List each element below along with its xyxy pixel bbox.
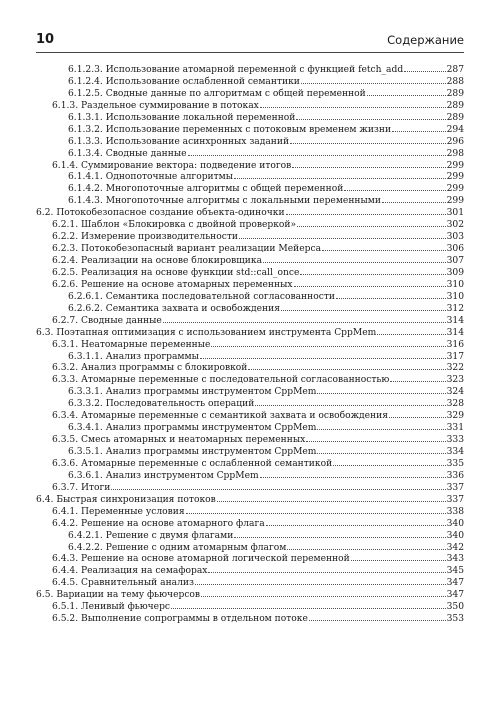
- toc-entry: [36, 410, 464, 422]
- toc-entry: [36, 327, 464, 339]
- dot-leader: [248, 362, 445, 370]
- dot-leader: [296, 112, 445, 120]
- toc-entry: [36, 112, 464, 124]
- toc-entry: [36, 398, 464, 410]
- toc-entry: [36, 386, 464, 398]
- dot-leader: [317, 422, 445, 430]
- toc-entry-page: 337: [446, 482, 464, 493]
- toc-entry-title: 6.1.2.3. Использование атомарной переменной с функцией fetch_add: [68, 65, 404, 75]
- toc-entry-page: 331: [446, 423, 464, 434]
- toc-entry: [36, 219, 464, 231]
- toc-entry: [36, 518, 464, 530]
- toc-entry-page: 309: [446, 267, 464, 278]
- dot-leader: [392, 124, 446, 132]
- toc-entry-title: 6.4.5. Сравнительный анализ: [52, 578, 194, 589]
- dot-leader: [255, 398, 445, 406]
- toc-entry: [36, 553, 464, 565]
- toc-entry-page: 299: [446, 196, 464, 207]
- dot-leader: [287, 542, 445, 550]
- toc-entry: [36, 195, 464, 207]
- dot-leader: [171, 601, 446, 609]
- toc-entry-title: 6.3.3.1. Анализ программы инструментом CppMem: [68, 387, 317, 398]
- toc-entry-page: 347: [446, 590, 464, 601]
- dot-leader: [382, 195, 446, 203]
- toc-entry-title: 6.1.4.2. Многопоточные алгоритмы с общей переменной: [68, 184, 344, 195]
- toc-entry: [36, 458, 464, 470]
- toc-entry-title: 6.3.5.1. Анализ программы инструментом CppMem: [68, 447, 317, 457]
- dot-leader: [263, 255, 446, 263]
- dot-leader: [286, 207, 446, 215]
- toc-entry: [36, 279, 464, 291]
- dot-leader: [188, 148, 446, 156]
- dot-leader: [336, 291, 446, 299]
- toc-entry: [36, 339, 464, 351]
- dot-leader: [301, 76, 446, 84]
- toc-entry-title: 6.1.3.1. Использование локальной переменной: [68, 112, 296, 123]
- toc-entry: [36, 494, 464, 506]
- toc-entry-page: 338: [446, 506, 464, 517]
- toc-entry-title: 6.3.4. Атомарные переменные с семантикой захвата и освобождения: [52, 411, 388, 422]
- toc-entry: [36, 374, 464, 386]
- dot-leader: [300, 267, 445, 275]
- toc-entry-title: 6.2.6. Решение на основе атомарных переменных: [52, 279, 293, 290]
- toc-entry-title: 6.2.6.2. Семантика захвата и освобождения: [68, 303, 280, 314]
- toc-entry-title: 6.2. Потокобезопасное создание объекта-одиночки: [36, 208, 285, 219]
- toc-entry-page: 299: [446, 172, 464, 183]
- dot-leader: [306, 434, 445, 442]
- toc-entry: [36, 565, 464, 577]
- toc-entry-title: 6.1.3.3. Использование асинхронных заданий: [68, 136, 290, 147]
- toc-entry-title: 6.5.1. Ленивый фьючерс: [52, 602, 171, 613]
- toc-entry-page: 324: [446, 387, 464, 398]
- toc-entry-title: 6.3.3. Атомарные переменные с последовательной согласованностью: [52, 375, 390, 386]
- dot-leader: [344, 183, 445, 191]
- toc-entry: [36, 470, 464, 482]
- toc-entry-title: 6.2.7. Сводные данные: [52, 315, 162, 326]
- dot-leader: [309, 613, 446, 621]
- toc-entry-title: 6.1.3. Раздельное суммирование в потоках: [52, 100, 259, 111]
- toc-entry: [36, 422, 464, 434]
- toc-entry-page: 289: [446, 100, 464, 111]
- toc-entry-page: 334: [446, 447, 464, 457]
- toc-entry: [36, 124, 464, 136]
- page-header: [36, 32, 464, 53]
- toc-entry-title: 6.2.5. Реализация на основе функции std::call_once: [52, 267, 300, 278]
- toc-entry-page: 340: [446, 518, 464, 529]
- toc-entry: [36, 171, 464, 183]
- toc-entry-title: 6.4. Быстрая синхронизация потоков: [36, 494, 216, 505]
- toc-entry-page: 287: [446, 65, 464, 75]
- toc-entry-page: 328: [446, 399, 464, 410]
- dot-leader: [260, 100, 446, 108]
- toc-entry-title: 6.3.1. Неатомарные переменные: [52, 339, 211, 350]
- toc-entry-page: 323: [446, 375, 464, 386]
- toc-entry-title: 6.3.2. Анализ программы с блокировкой: [52, 363, 248, 374]
- toc-entry: [36, 315, 464, 327]
- toc-entry: [36, 160, 464, 172]
- toc-entry-title: 6.3.7. Итоги: [52, 482, 111, 493]
- toc-entry-page: 289: [446, 88, 464, 99]
- toc-entry-page: 342: [446, 542, 464, 553]
- toc-entry-title: 6.4.2. Решение на основе атомарного флага: [52, 518, 265, 529]
- toc-entry-page: 302: [446, 220, 464, 231]
- toc-entry-page: 347: [446, 578, 464, 589]
- toc-entry-page: 294: [446, 124, 464, 135]
- toc-entry-title: 6.1.4.3. Многопоточные алгоритмы с локальными переменными: [68, 196, 381, 207]
- toc-entry-page: 288: [446, 76, 464, 87]
- toc-entry: [36, 303, 464, 315]
- dot-leader: [201, 589, 446, 597]
- toc-entry-title: 6.3.1.1. Анализ программы: [68, 351, 199, 362]
- toc-entry-title: 6.2.1. Шаблон «Блокировка с двойной проверкой»: [52, 220, 297, 231]
- toc-entry: [36, 601, 464, 613]
- toc-entry-title: 6.1.4. Суммирование вектора: подведение итогов: [52, 160, 292, 171]
- toc-entry-page: 314: [446, 327, 464, 338]
- dot-leader: [351, 553, 446, 561]
- toc-entry-page: 314: [446, 315, 464, 326]
- toc-entry-page: 317: [446, 351, 464, 362]
- toc-entry-title: 6.3. Поэтапная оптимизация с использованием инструмента CppMem: [36, 327, 377, 338]
- dot-leader: [322, 243, 446, 251]
- table-of-contents: [36, 64, 464, 625]
- toc-entry-title: 6.2.4. Реализации на основе блокировщика: [52, 256, 263, 266]
- dot-leader: [234, 171, 446, 179]
- toc-entry: [36, 589, 464, 601]
- toc-entry-page: 296: [446, 136, 464, 147]
- toc-entry: [36, 577, 464, 589]
- toc-entry-title: 6.3.6. Атомарные переменные с ослабленной семантикой: [52, 458, 333, 469]
- toc-entry: [36, 100, 464, 112]
- toc-entry-page: 316: [446, 339, 464, 350]
- dot-leader: [390, 374, 445, 382]
- dot-leader: [317, 386, 445, 394]
- dot-leader: [367, 88, 446, 96]
- dot-leader: [281, 303, 446, 311]
- toc-entry-title: 6.4.2.2. Решение с одним атомарным флагом: [68, 542, 287, 553]
- toc-entry-page: 337: [446, 494, 464, 505]
- toc-entry-title: 6.2.2. Измерение производительности: [52, 232, 238, 243]
- toc-entry-title: 6.3.6.1. Анализ инструментом CppMem: [68, 470, 259, 481]
- dot-leader: [200, 351, 446, 359]
- dot-leader: [294, 279, 446, 287]
- dot-leader: [377, 327, 445, 335]
- toc-entry-page: 299: [446, 160, 464, 171]
- toc-entry: [36, 267, 464, 279]
- dot-leader: [333, 458, 445, 466]
- toc-entry-title: 6.1.4.1. Однопоточные алгоритмы: [68, 172, 234, 183]
- toc-entry: [36, 88, 464, 100]
- toc-entry: [36, 136, 464, 148]
- toc-entry: [36, 183, 464, 195]
- dot-leader: [234, 530, 445, 538]
- dot-leader: [208, 565, 445, 573]
- toc-entry-title: 6.3.5. Смесь атомарных и неатомарных переменных: [52, 435, 306, 446]
- toc-entry: [36, 530, 464, 542]
- toc-entry-page: 333: [446, 435, 464, 446]
- page-number: 10: [36, 32, 55, 47]
- toc-entry-title: 6.1.2.5. Сводные данные по алгоритмам с общей переменной: [68, 88, 366, 99]
- dot-leader: [266, 518, 446, 526]
- toc-entry-title: 6.2.3. Потокобезопасный вариант реализации Мейерса: [52, 244, 322, 255]
- dot-leader: [404, 64, 445, 72]
- toc-entry-title: 6.1.2.4. Использование ослабленной семантики: [68, 76, 300, 87]
- dot-leader: [195, 577, 446, 585]
- toc-entry-title: 6.4.4. Реализация на семафорах: [52, 566, 208, 577]
- dot-leader: [297, 219, 446, 227]
- toc-entry: [36, 207, 464, 219]
- toc-entry-page: 306: [446, 244, 464, 255]
- running-head: Содержание: [387, 33, 464, 47]
- toc-entry: [36, 291, 464, 303]
- dot-leader: [260, 470, 446, 478]
- toc-entry-page: 345: [446, 566, 464, 577]
- toc-entry: [36, 613, 464, 625]
- dot-leader: [217, 494, 446, 502]
- dot-leader: [290, 136, 446, 144]
- toc-entry: [36, 351, 464, 363]
- toc-entry: [36, 506, 464, 518]
- dot-leader: [239, 231, 446, 239]
- toc-entry: [36, 76, 464, 88]
- toc-entry: [36, 231, 464, 243]
- toc-entry-page: 335: [446, 458, 464, 469]
- toc-entry-title: 6.4.2.1. Решение с двумя флагами: [68, 530, 234, 541]
- toc-entry-page: 310: [446, 291, 464, 302]
- toc-entry-title: 6.1.3.4. Сводные данные: [68, 148, 187, 159]
- toc-entry: [36, 434, 464, 446]
- dot-leader: [292, 160, 445, 168]
- toc-entry-page: 329: [446, 411, 464, 422]
- toc-entry-page: 310: [446, 279, 464, 290]
- toc-entry-page: 343: [446, 554, 464, 565]
- toc-entry-title: 6.2.6.1. Семантика последовательной согласованности: [68, 291, 335, 302]
- toc-entry-page: 289: [446, 112, 464, 123]
- toc-entry: [36, 255, 464, 267]
- dot-leader: [389, 410, 446, 418]
- toc-entry: [36, 148, 464, 160]
- toc-entry-page: 322: [446, 363, 464, 374]
- toc-entry: [36, 446, 464, 458]
- toc-entry-title: 6.1.3.2. Использование переменных с потоковым временем жизни: [68, 124, 392, 135]
- toc-entry: [36, 542, 464, 554]
- toc-entry-page: 312: [446, 303, 464, 314]
- toc-entry-title: 6.4.3. Решение на основе атомарной логической переменной: [52, 554, 350, 565]
- toc-entry-title: 6.3.3.2. Последовательность операций: [68, 399, 255, 410]
- dot-leader: [211, 339, 445, 347]
- toc-entry-page: 307: [446, 256, 464, 266]
- toc-entry-page: 353: [446, 614, 464, 625]
- toc-entry: [36, 243, 464, 255]
- toc-entry-title: 6.4.1. Переменные условия: [52, 506, 185, 517]
- dot-leader: [163, 315, 446, 323]
- toc-entry-page: 303: [446, 232, 464, 243]
- toc-entry: [36, 64, 464, 76]
- toc-entry: [36, 362, 464, 374]
- toc-entry-page: 336: [446, 470, 464, 481]
- dot-leader: [186, 506, 446, 514]
- toc-entry-page: 340: [446, 530, 464, 541]
- toc-entry-title: 6.5. Вариации на тему фьючерсов: [36, 590, 201, 601]
- toc-entry-page: 298: [446, 148, 464, 159]
- dot-leader: [111, 482, 445, 490]
- toc-entry-page: 301: [446, 208, 464, 219]
- toc-entry-page: 299: [446, 184, 464, 195]
- toc-entry: [36, 482, 464, 494]
- dot-leader: [317, 446, 445, 454]
- toc-entry-title: 6.3.4.1. Анализ программы инструментом CppMem: [68, 423, 317, 434]
- toc-entry-page: 350: [446, 602, 464, 613]
- toc-entry-title: 6.5.2. Выполнение сопрограммы в отдельном потоке: [52, 614, 308, 625]
